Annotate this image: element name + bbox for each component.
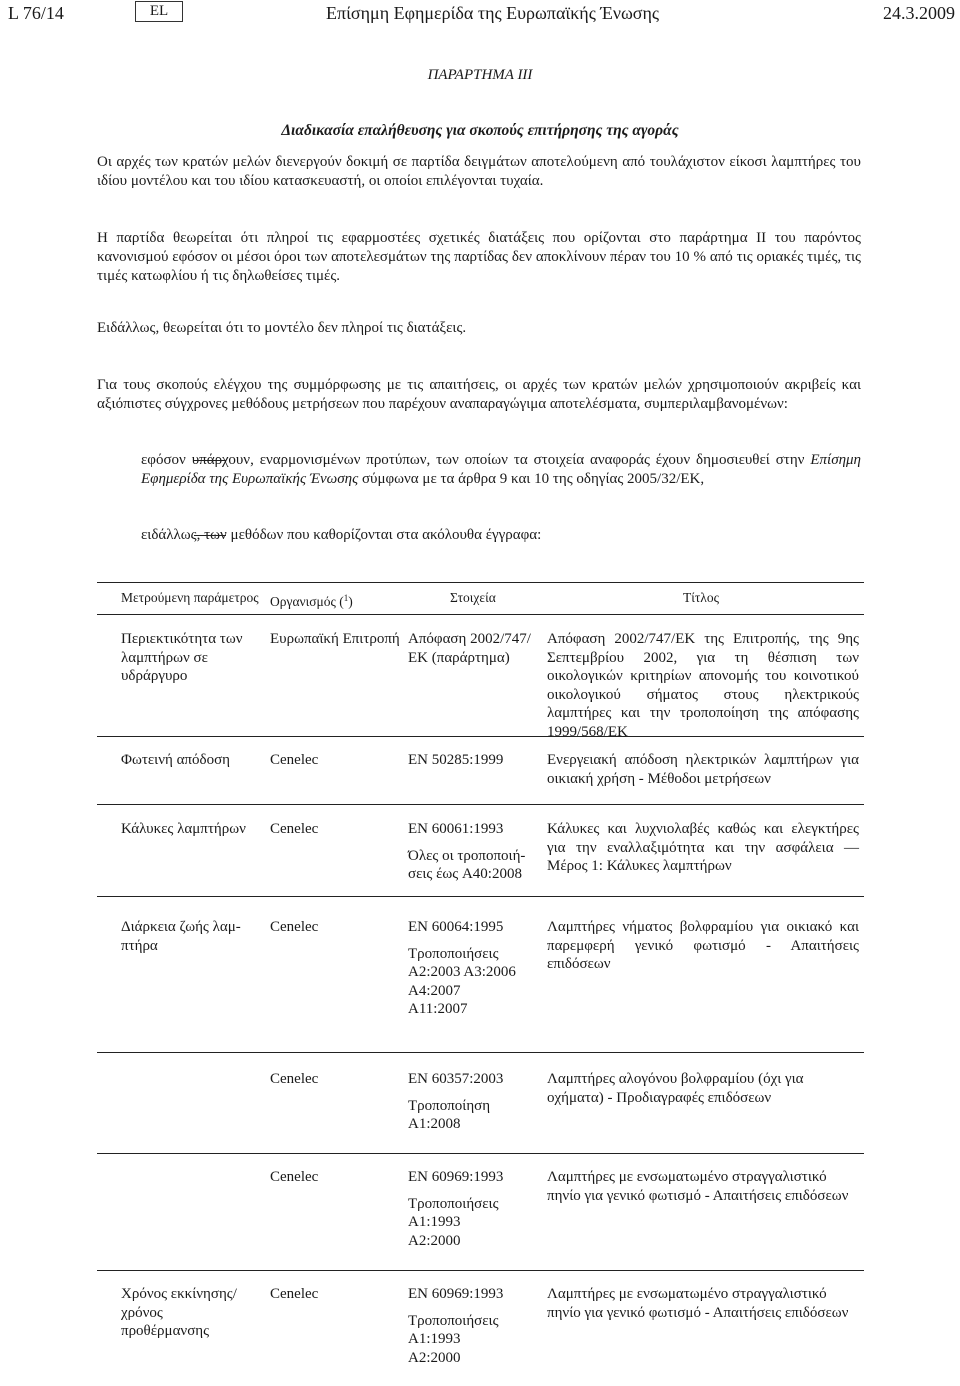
annex-title: ΠΑΡΑΡΤΗΜΑ III — [427, 67, 533, 83]
row-rule — [97, 1052, 864, 1053]
table-header-rule — [97, 614, 864, 615]
row-rule — [97, 896, 864, 897]
bullet-harmonised-standards — [97, 451, 861, 489]
cell-reference — [408, 1168, 536, 1250]
reference-standard: EN 60061:1993 — [408, 821, 504, 837]
reference-standard: EN 60969:1993 — [408, 1286, 504, 1302]
cell-organisation: Cenelec — [270, 919, 319, 935]
cell-organisation: Ευρωπαϊκή Επιτροπή — [270, 631, 400, 647]
cell-title: Κάλυκες και λυχνιολαβές καθώς και ελεγκτήρες για την εναλλαξιμότητα και την ασφάλεια — Μέρος 1: Κάλυκες λαμπτήρων — [547, 821, 859, 874]
cell-organisation: Cenelec — [270, 1071, 319, 1087]
page-reference: L 76/14 — [8, 3, 64, 23]
cell-title: Απόφαση 2002/747/ΕΚ της Επιτροπής, της 9ης Σεπτεμβρίου 2002, για τη θέσπιση των οικολογικών κριτηρίων απονομής του κοινοτικού οικολογικού σήματος στους ηλεκτρικούς λαμπτήρες και την τροποποίηση της απόφασης 1999/568/ΕΚ — [547, 631, 859, 740]
cell-title: Λαμπτήρες με ενσωματωμένο στραγγαλιστικό πηνίο για γενικό φωτισμό - Απαιτήσεις επιδόσεων — [547, 1169, 849, 1204]
reference-amendments: Όλες οι τροποποιή- σεις έως A40:2008 — [408, 847, 526, 882]
row-rule — [97, 736, 864, 737]
dash-marker — [194, 535, 226, 536]
cell-organisation: Cenelec — [270, 821, 319, 837]
bullet-other-methods — [97, 526, 861, 545]
cell-organisation: Cenelec — [270, 1286, 319, 1302]
cell-parameter: Κάλυκες λαμπτήρων — [121, 821, 246, 837]
language-badge: EL — [135, 1, 183, 22]
reference-amendments: Τροποποίηση A1:2008 — [408, 1097, 491, 1132]
row-rule — [97, 804, 864, 805]
paragraph-methods: Για τους σκοπούς ελέγχου της συμμόρφωσης με τις απαιτήσεις, οι αρχές των κρατών μελών χρησιμοποιούν ακριβείς και αξιόπιστες σύγχρονες μεθόδους μετρήσεων που παρέχουν αναπαραγώγιμα αποτελέσματα, συμπεριλαμβανομένων: — [97, 377, 861, 412]
cell-parameter: Διάρκεια ζωής λαμ- πτήρα — [121, 919, 241, 954]
reference-amendments: Τροποποιήσεις A1:1993 A2:2000 — [408, 1312, 499, 1366]
row-rule — [97, 1153, 864, 1154]
publication-date: 24.3.2009 — [883, 3, 955, 23]
journal-title: Επίσημη Εφημερίδα της Ευρωπαϊκής Ένωσης — [326, 3, 660, 23]
paragraph-sampling: Οι αρχές των κρατών μελών διενεργούν δοκιμή σε παρτίδα δειγμάτων αποτελούμενη από τουλάχιστον είκοσι λαμπτήρες του ιδίου μοντέλου και του ιδίου κατασκευαστή, οι οποίοι επιλέγονται τυχαία. — [97, 154, 861, 189]
footnote-marker: 1 — [343, 593, 349, 603]
bullet-text: ειδάλλως, των μεθόδων που καθορίζονται στα ακόλουθα έγγραφα: — [141, 527, 542, 543]
cell-reference: EN 50285:1999 — [408, 752, 504, 768]
reference-amendments: Τροποποιήσεις A1:1993 A2:2000 — [408, 1195, 499, 1249]
paragraph-conformity: Η παρτίδα θεωρείται ότι πληροί τις εφαρμοστέες σχετικές διατάξεις που ορίζονται στο παράρτημα II του παρόντος κανονισμού εφόσον οι μέσοι όροι των αποτελεσμάτων της παρτίδας δεν αποκλίνουν πέραν του 10 % από τις οριακές τιμές, τις τιμές κατωφλίου ή τις δηλωθείσες τιμές. — [97, 230, 861, 284]
cell-reference — [408, 1285, 536, 1367]
cell-reference — [408, 918, 536, 1019]
cell-title: Λαμπτήρες αλογόνου βολφραμίου (όχι για οχήματα) - Προδιαγραφές επιδόσεων — [547, 1071, 804, 1106]
cell-organisation: Cenelec — [270, 1169, 319, 1185]
cell-reference: Απόφαση 2002/747/ΕΚ (παράρτημα) — [408, 631, 531, 666]
bullet-text: εφόσον υπάρχουν, εναρμονισμένων προτύπων, των οποίων τα στοιχεία αναφοράς έχουν δημοσιευθεί στην Επίσημη Εφημερίδα της Ευρωπαϊκής Ένωσης σύμφωνα με τα άρθρα 9 και 10 της οδηγίας 2005/32/ΕΚ, — [141, 452, 861, 487]
journal-name-italic: Επίσημη Εφημερίδα της Ευρωπαϊκής Ένωσης — [141, 452, 861, 487]
cell-reference — [408, 820, 536, 884]
cell-reference — [408, 1070, 536, 1134]
table-top-rule — [97, 582, 864, 583]
reference-amendments: Τροποποιήσεις A2:2003 A3:2006 A4:2007 A11:2007 — [408, 945, 516, 1017]
header-title: Τίτλος — [683, 590, 719, 605]
methods-table — [97, 582, 864, 1372]
cell-title: Λαμπτήρες με ενσωματωμένο στραγγαλιστικό πηνίο για γενικό φωτισμό - Απαιτήσεις επιδόσεων — [547, 1286, 849, 1321]
paragraph-otherwise: Ειδάλλως, θεωρείται ότι το μοντέλο δεν πληροί τις διατάξεις. — [97, 320, 467, 336]
cell-parameter: Χρόνος εκκίνησης/ χρόνος προθέρμανσης — [121, 1286, 237, 1339]
reference-standard: EN 60969:1993 — [408, 1169, 504, 1185]
header-organisation: Οργανισμός ($^1$) — [270, 593, 353, 609]
reference-standard: EN 60357:2003 — [408, 1071, 504, 1087]
document-subtitle: Διαδικασία επαλήθευσης για σκοπούς επιτήρησης της αγοράς — [281, 122, 679, 139]
header-parameter: Μετρούμενη παράμετρος — [121, 590, 259, 605]
cell-title: Ενεργειακή απόδοση ηλεκτρικών λαμπτήρων για οικιακή χρήση - Μέθοδοι μετρήσεων — [547, 752, 859, 787]
dash-marker — [194, 460, 226, 461]
header-reference: Στοιχεία — [450, 590, 496, 605]
cell-organisation: Cenelec — [270, 752, 319, 768]
cell-parameter: Περιεκτικότητα των λαμπτήρων σε υδράργυρο — [121, 631, 243, 684]
cell-title: Λαμπτήρες νήματος βολφραμίου για οικιακό και παρεμφερή γενικό φωτισμό - Απαιτήσεις επιδόσεων — [547, 919, 859, 972]
reference-standard: EN 60064:1995 — [408, 919, 504, 935]
row-rule — [97, 1270, 864, 1271]
cell-parameter: Φωτεινή απόδοση — [121, 752, 231, 768]
